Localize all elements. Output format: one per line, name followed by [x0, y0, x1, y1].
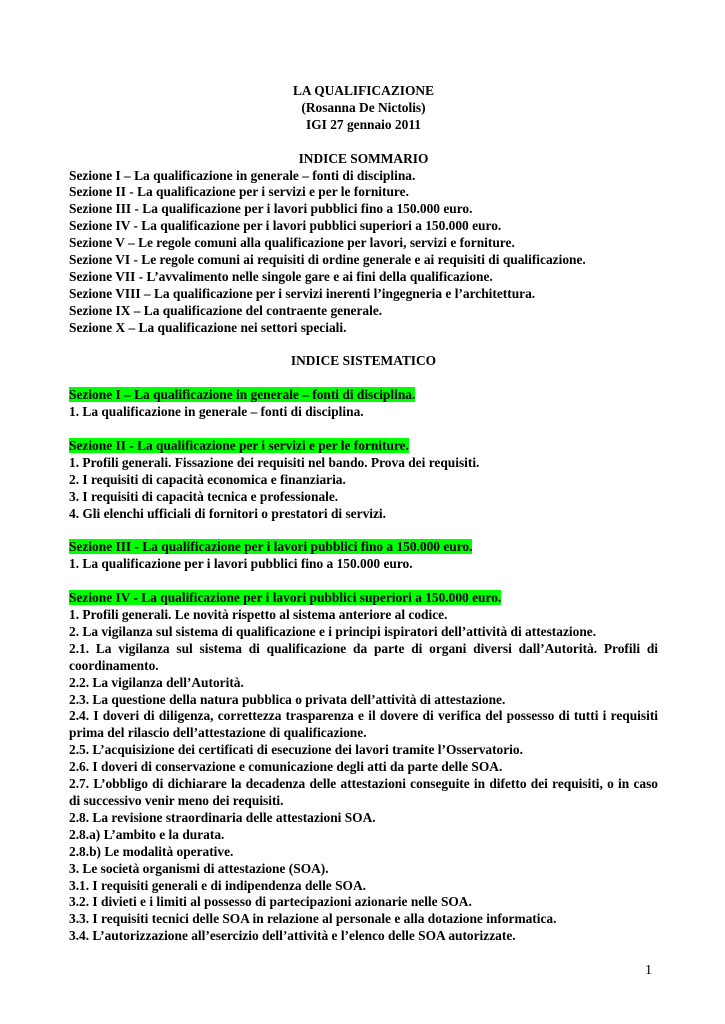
section-title	[69, 590, 658, 607]
section-item: 2.3. La questione della natura pubblica o privata dell’attività di attestazione.	[69, 691, 506, 707]
section-item: 2.7. L’obbligo di dichiarare la decadenza delle attestazioni conseguite in difetto dei requisiti, o in caso di successivo venir meno dei requisiti.	[69, 776, 658, 808]
section-item: 1. La qualificazione in generale – fonti di disciplina.	[69, 404, 364, 420]
spacer	[69, 134, 658, 151]
section-item: 3. Le società organismi di attestazione (SOA).	[69, 860, 329, 876]
document-author: (Rosanna De Nictolis)	[301, 99, 426, 115]
section-item: 1. La qualificazione per i lavori pubblici fino a 150.000 euro.	[69, 556, 413, 572]
section-title-highlight: Sezione IV - La qualificazione per i lavori pubblici superiori a 150.000 euro.	[69, 590, 502, 606]
document-body	[69, 83, 658, 945]
document-title: LA QUALIFICAZIONE	[293, 83, 434, 98]
section-item: 1. Profili generali. Fissazione dei requisiti nel bando. Prova dei requisiti.	[69, 454, 480, 470]
section-title	[69, 438, 658, 455]
sommario-item: Sezione II - La qualificazione per i servizi e per le forniture.	[69, 184, 409, 200]
section-item: 2. La vigilanza sul sistema di qualificazione e i principi ispiratori dell’attività di attestazione.	[69, 623, 597, 639]
section-item: 3.1. I requisiti generali e di indipendenza delle SOA.	[69, 877, 366, 893]
section-item: 2.4. I doveri di diligenza, correttezza trasparenza e il dovere di verifica del possesso di tutti i requisiti prima del rilascio dell’attestazione di qualificazione.	[69, 708, 658, 741]
section-item: 3.3. I requisiti tecnici delle SOA in relazione al personale e alla dotazione informatica.	[69, 911, 557, 927]
section-item: 2.8.a) L’ambito e la durata.	[69, 826, 225, 842]
spacer	[69, 421, 658, 438]
section-item: 1. Profili generali. Le novità rispetto al sistema anteriore al codice.	[69, 607, 448, 622]
document-source: IGI 27 gennaio 2011	[306, 116, 421, 132]
section-item: 3.4. L’autorizzazione all’esercizio dell’attività e l’elenco delle SOA autorizzate.	[69, 928, 516, 944]
section-item: 2.1. La vigilanza sul sistema di qualificazione da parte di organi diversi dall’Autorità. Profili di coordinamento.	[69, 640, 658, 673]
sommario-item: Sezione VII - L’avvalimento nelle singole gare e ai fini della qualificazione.	[69, 268, 493, 284]
section-item: 2.8.b) Le modalità operative.	[69, 843, 234, 859]
sommario-item: Sezione VIII – La qualificazione per i servizi inerenti l’ingegneria e l’architettura.	[69, 285, 536, 301]
sommario-item: Sezione I – La qualificazione in generale – fonti di disciplina.	[69, 167, 416, 183]
sommario-item: Sezione IX – La qualificazione del contraente generale.	[69, 302, 383, 318]
sommario-item: Sezione VI - Le regole comuni ai requisiti di ordine generale e ai requisiti di qualificazione.	[69, 252, 586, 268]
section-item: 2.2. La vigilanza dell’Autorità.	[69, 674, 244, 690]
section-item: 2. I requisiti di capacità economica e finanziaria.	[69, 471, 346, 487]
section-item: 4. Gli elenchi ufficiali di fornitori o prestatori di servizi.	[69, 505, 386, 521]
sommario-item: Sezione IV - La qualificazione per i lavori pubblici superiori a 150.000 euro.	[69, 218, 502, 234]
section-title	[69, 539, 658, 556]
section-title-highlight: Sezione I – La qualificazione in generale – fonti di disciplina.	[69, 387, 416, 403]
indice-sistematico-heading: INDICE SISTEMATICO	[290, 353, 437, 369]
section-title-highlight: Sezione III - La qualificazione per i lavori pubblici fino a 150.000 euro.	[69, 539, 473, 555]
section-item: 2.8. La revisione straordinaria delle attestazioni SOA.	[69, 809, 376, 825]
section-title	[69, 387, 658, 404]
page-number: 1	[645, 963, 652, 978]
spacer	[69, 370, 658, 387]
section-item: 2.5. L’acquisizione dei certificati di esecuzione dei lavori tramite l’Osservatorio.	[69, 742, 523, 758]
section-item: 3.2. I divieti e i limiti al possesso di partecipazioni azionarie nelle SOA.	[69, 894, 472, 910]
sommario-item: Sezione V – Le regole comuni alla qualificazione per lavori, servizi e forniture.	[69, 235, 515, 251]
sommario-item: Sezione III - La qualificazione per i lavori pubblici fino a 150.000 euro.	[69, 201, 473, 217]
spacer	[69, 573, 658, 590]
spacer	[69, 337, 658, 354]
section-item: 3. I requisiti di capacità tecnica e professionale.	[69, 488, 339, 504]
section-item: 2.6. I doveri di conservazione e comunicazione degli atti da parte delle SOA.	[69, 759, 503, 775]
sommario-item: Sezione X – La qualificazione nei settori speciali.	[69, 319, 347, 335]
section-title-highlight: Sezione II - La qualificazione per i servizi e per le forniture.	[69, 437, 409, 453]
indice-sommario-heading: INDICE SOMMARIO	[298, 150, 429, 166]
spacer	[69, 523, 658, 540]
